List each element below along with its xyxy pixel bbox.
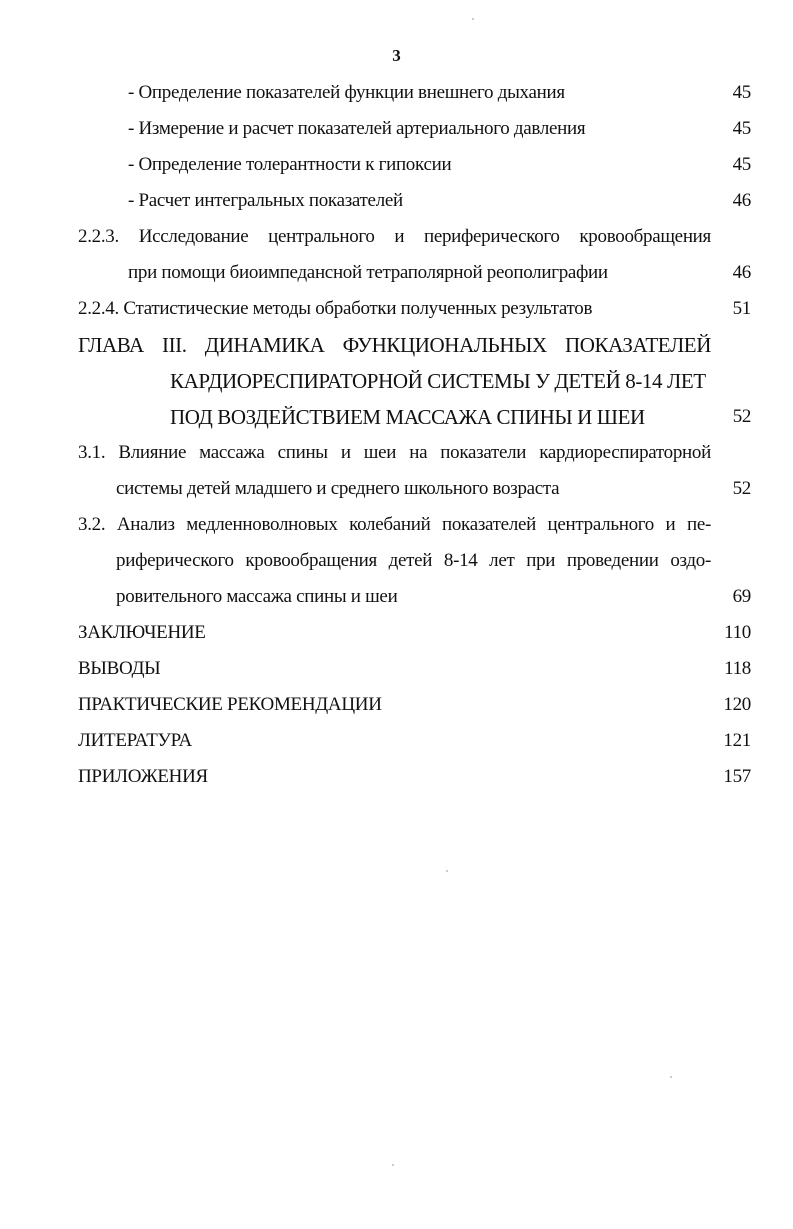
toc-entry: [0, 78, 793, 108]
toc-entry-page: 69: [732, 586, 751, 607]
toc-chapter-text: ПОД ВОЗДЕЙСТВИЕМ МАССАЖА СПИНЫ И ШЕИ: [170, 405, 645, 429]
toc-entry-text: 3.2. Анализ медленноволновых колебаний показателей центрального и пе-: [78, 514, 711, 535]
toc-entry-text: ЛИТЕРАТУРА: [78, 730, 192, 751]
toc-entry-text: ЗАКЛЮЧЕНИЕ: [78, 622, 206, 643]
scan-speck: [670, 1076, 672, 1078]
toc-entry-text: 2.2.4. Статистические методы обработки полученных результатов: [78, 298, 593, 319]
toc-entry-text: 2.2.3. Исследование центрального и периферического кровообращения: [78, 226, 711, 247]
toc-entry-text: ПРАКТИЧЕСКИЕ РЕКОМЕНДАЦИИ: [78, 694, 382, 715]
toc-entry: [0, 294, 793, 324]
toc-entry-continuation: [0, 546, 793, 576]
toc-entry-page: 110: [724, 622, 751, 643]
toc-entry-page: 157: [723, 766, 751, 787]
toc-chapter-continuation: [0, 366, 793, 396]
toc-entry-page: 52: [732, 406, 751, 427]
toc-entry: [0, 438, 793, 468]
toc-entry-text: при помощи биоимпедансной тетраполярной реополиграфии: [128, 262, 608, 283]
toc-entry: [0, 618, 793, 648]
toc-entry: [0, 510, 793, 540]
page-number: 3: [392, 46, 401, 65]
toc-entry: [0, 186, 793, 216]
toc-entry-text: - Расчет интегральных показателей: [128, 190, 403, 211]
toc-entry-text: ВЫВОДЫ: [78, 658, 161, 679]
toc-entry-page: 52: [732, 478, 751, 499]
toc-entry-text: ровительного массажа спины и шеи: [116, 586, 398, 607]
toc-entry-text: системы детей младшего и среднего школьного возраста: [116, 478, 560, 499]
scan-speck: [392, 1164, 394, 1166]
toc-entry-page: 46: [732, 190, 751, 211]
toc-entry: [0, 150, 793, 180]
toc-entry-text: - Определение показателей функции внешнего дыхания: [128, 82, 565, 103]
toc-chapter-continuation: [0, 402, 793, 432]
toc-entry-page: 118: [724, 658, 751, 679]
toc-entry-page: 120: [723, 694, 751, 715]
toc-entry-text: риферического кровообращения детей 8-14 лет при проведении оздо-: [116, 550, 711, 571]
toc-entry: [0, 726, 793, 756]
toc-chapter-text: КАРДИОРЕСПИРАТОРНОЙ СИСТЕМЫ У ДЕТЕЙ 8-14 ЛЕТ: [170, 369, 706, 393]
toc-entry-page: 45: [732, 154, 751, 175]
toc-entry: [0, 690, 793, 720]
toc-entry-continuation: [0, 258, 793, 288]
toc-entry-page: 51: [732, 298, 751, 319]
toc-entry: [0, 222, 793, 252]
toc-entry-page: 45: [732, 82, 751, 103]
toc-entry-page: 45: [732, 118, 751, 139]
toc-entry-text: ПРИЛОЖЕНИЯ: [78, 766, 208, 787]
toc-chapter: [0, 330, 793, 360]
toc-entry-text: 3.1. Влияние массажа спины и шеи на показатели кардиореспираторной: [78, 442, 711, 463]
toc-entry-continuation: [0, 474, 793, 504]
toc-entry-text: - Измерение и расчет показателей артериального давления: [128, 118, 586, 139]
toc-entry: [0, 762, 793, 792]
toc-entry-continuation: [0, 582, 793, 612]
scan-speck: [472, 18, 474, 20]
toc-entry: [0, 114, 793, 144]
toc-entry-page: 121: [723, 730, 751, 751]
scan-speck: [446, 870, 448, 872]
toc-chapter-text: ГЛАВА III. ДИНАМИКА ФУНКЦИОНАЛЬНЫХ ПОКАЗАТЕЛЕЙ: [78, 333, 711, 357]
toc-entry: [0, 654, 793, 684]
toc-entry-text: - Определение толерантности к гипоксии: [128, 154, 452, 175]
toc-entry-page: 46: [732, 262, 751, 283]
